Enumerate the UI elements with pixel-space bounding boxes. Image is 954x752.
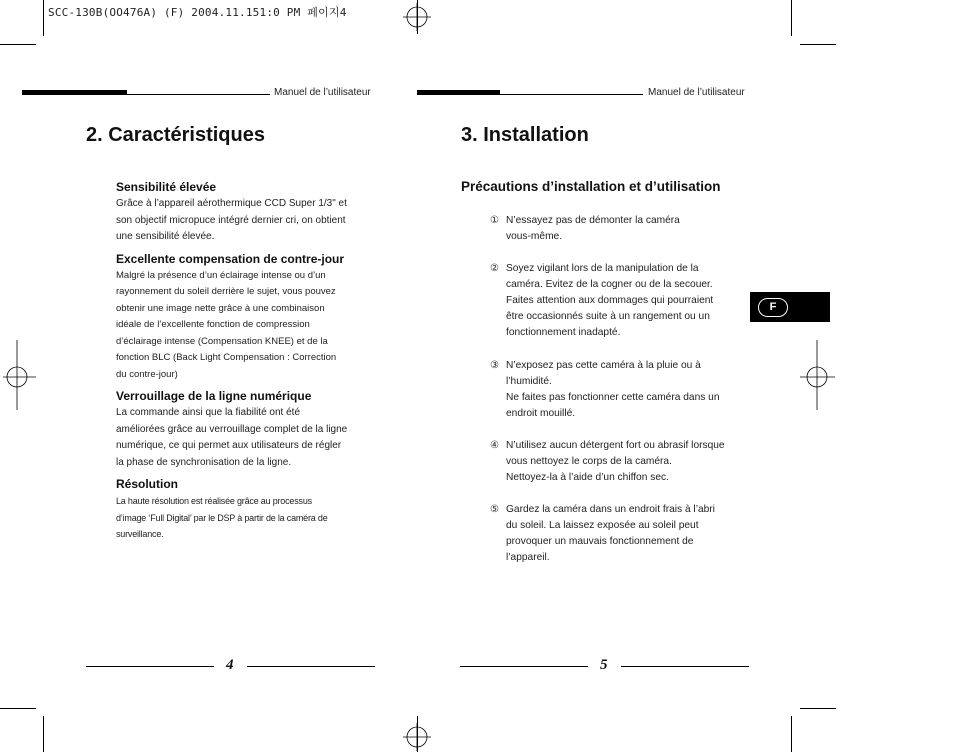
right-page-number: 5: [600, 657, 608, 673]
text-line: obtenir une image nette grâce à une combinaison: [116, 302, 325, 314]
language-tab: [750, 292, 830, 322]
text-line: d’éclairage intense (Compensation KNEE) et de la: [116, 335, 328, 347]
text-line: être occasionnés suite à un rangement ou un: [506, 311, 710, 322]
item-text: [506, 261, 760, 341]
text-line: Malgré la présence d’un éclairage intense ou d’un: [116, 269, 326, 281]
text-line: fonctionnement inadapté.: [506, 327, 621, 338]
text-line: caméra. Evitez de la cogner ou de la secouer.: [506, 279, 713, 290]
text-line: Nettoyez-la à l’aide d’un chiffon sec.: [506, 472, 669, 483]
features-section: [116, 180, 386, 543]
precaution-item: [490, 358, 760, 422]
item-text: [506, 358, 760, 422]
text-line: N’utilisez aucun détergent fort ou abrasif lorsque: [506, 440, 725, 451]
left-page-title: 2. Caractéristiques: [86, 124, 265, 146]
item-marker: ⑤: [490, 504, 500, 515]
feature-heading: Excellente compensation de contre-jour: [116, 251, 345, 266]
right-page-title: 3. Installation: [461, 124, 589, 146]
text-line: son objectif micropuce intégré dernier cri, on obtient: [116, 214, 346, 226]
text-line: surveillance.: [116, 529, 164, 539]
left-header-label: Manuel de l’utilisateur: [274, 87, 371, 98]
text-line: numérique, ce qui permet aux utilisateurs de régler: [116, 440, 342, 451]
feature-text: [116, 493, 386, 543]
text-line: La commande ainsi que la fiabilité ont été: [116, 407, 301, 418]
text-line: rayonnement du soleil derrière le sujet, vous pouvez: [116, 286, 336, 297]
precautions-subtitle: Précautions d’installation et d’utilisation: [461, 179, 721, 194]
text-line: l’humidité.: [506, 376, 552, 387]
left-page-number: 4: [226, 657, 234, 673]
text-line: provoquer un mauvais fonctionnement de: [506, 536, 694, 547]
feature-resolution: [116, 477, 386, 543]
item-marker: ①: [490, 215, 500, 226]
text-line: l’appareil.: [506, 552, 550, 563]
text-line: Grâce à l’appareil aérothermique CCD Super 1/3" et: [116, 198, 347, 209]
text-line: Ne faites pas fonctionner cette caméra dans un: [506, 392, 720, 403]
feature-sensitivity: [116, 180, 386, 246]
item-marker: ③: [490, 360, 500, 371]
language-tab-label: F: [758, 298, 788, 317]
item-text: [506, 438, 760, 486]
text-line: endroit mouillé.: [506, 408, 576, 419]
right-header-label: Manuel de l’utilisateur: [648, 87, 745, 98]
text-line: N’essayez pas de démonter la caméra: [506, 215, 680, 226]
text-line: La haute résolution est réalisée grâce au processus: [116, 496, 312, 506]
right-footer-rule-b: [621, 666, 749, 667]
precaution-item: [490, 213, 760, 245]
feature-heading: Sensibilité élevée: [116, 180, 217, 194]
precaution-item: [490, 261, 760, 341]
feature-heading: Verrouillage de la ligne numérique: [116, 389, 312, 403]
feature-text: [116, 405, 386, 471]
text-line: améliorées grâce au verrouillage complet de la ligne: [116, 423, 348, 435]
item-text: [506, 213, 760, 245]
text-line: la phase de synchronisation de la ligne.: [116, 456, 292, 468]
text-line: vous-même.: [506, 231, 563, 242]
right-footer-rule-a: [460, 666, 588, 667]
text-line: vous nettoyez le corps de la caméra.: [506, 456, 672, 467]
text-line: Gardez la caméra dans un endroit frais à l’abri: [506, 504, 715, 515]
text-line: une sensibilité élevée.: [116, 231, 215, 242]
left-footer-rule-b: [247, 666, 375, 667]
item-text: [506, 502, 760, 566]
item-marker: ④: [490, 440, 500, 451]
text-line: Faites attention aux dommages qui pourraient: [506, 295, 714, 306]
print-slug: SCC-130B(OO476A) (F) 2004.11.151:0 PM 페이지4: [48, 6, 347, 19]
text-line: idéale de l’excellente fonction de compression: [116, 319, 310, 330]
item-marker: ②: [490, 263, 500, 274]
left-footer-rule-a: [86, 666, 214, 667]
text-line: N’exposez pas cette caméra à la pluie ou à: [506, 360, 701, 371]
precaution-item: [490, 502, 760, 566]
feature-backlight: [116, 252, 386, 384]
text-line: d’image ‘Full Digital’ par le DSP à partir de la caméra de: [116, 512, 328, 523]
text-line: du soleil. La laissez exposée au soleil peut: [506, 520, 699, 531]
text-line: du contre-jour): [116, 368, 178, 380]
text-line: fonction BLC (Back Light Compensation : Correction: [116, 352, 337, 363]
feature-text: [116, 268, 386, 384]
precaution-item: [490, 438, 760, 486]
text-line: Soyez vigilant lors de la manipulation de la: [506, 263, 699, 274]
feature-line-lock: [116, 389, 386, 471]
feature-text: [116, 196, 386, 246]
feature-heading: Résolution: [116, 477, 178, 491]
